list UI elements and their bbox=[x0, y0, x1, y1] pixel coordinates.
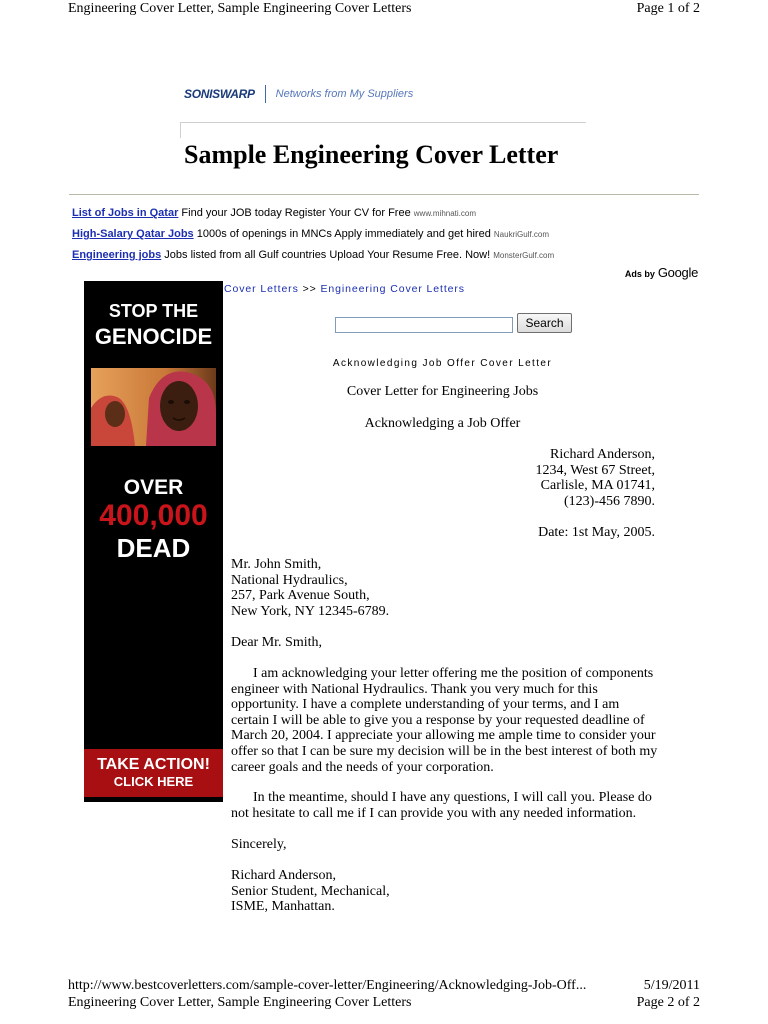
title-rule bbox=[69, 194, 699, 195]
banner-line-stop-the: STOP THE bbox=[108, 301, 199, 321]
logo-divider bbox=[265, 85, 266, 103]
ad-description: Find your JOB today Register Your CV for Free bbox=[181, 207, 411, 219]
banner-photo bbox=[91, 368, 216, 446]
ad-row-engineering-jobs bbox=[72, 248, 554, 263]
letter-subtitle: Acknowledging Job Offer Cover Letter bbox=[332, 358, 553, 369]
google-wordmark: Google bbox=[657, 265, 698, 280]
paragraph-line: In the meantime, should I have any questions, I will call you. Please do bbox=[253, 790, 652, 805]
print-footer-url: http://www.bestcoverletters.com/sample-cover-letter/Engineering/Acknowledging-Job-Off... bbox=[68, 978, 587, 993]
logo-tagline: Networks from My Suppliers bbox=[275, 88, 414, 100]
ad-domain: MonsterGulf.com bbox=[493, 251, 555, 260]
site-logo[interactable] bbox=[184, 84, 413, 104]
banner-line-over: OVER bbox=[123, 476, 184, 499]
signature-block bbox=[231, 868, 661, 915]
paragraph-line: offer so that I can be sure my decision will be in the best interest of both my bbox=[231, 743, 658, 759]
breadcrumb-cover-letters[interactable]: Cover Letters bbox=[224, 283, 299, 295]
salutation: Dear Mr. Smith, bbox=[231, 635, 322, 650]
take-action-button[interactable] bbox=[84, 749, 223, 797]
recipient-street: 257, Park Avenue South, bbox=[231, 588, 370, 604]
breadcrumb-engineering-cover-letters[interactable]: Engineering Cover Letters bbox=[320, 283, 465, 295]
recipient-company: National Hydraulics, bbox=[231, 572, 348, 588]
header-divider-tick bbox=[180, 122, 181, 138]
recipient-city: New York, NY 12345-6789. bbox=[231, 603, 390, 619]
letter-heading: Cover Letter for Engineering Jobs bbox=[346, 384, 539, 399]
letter-date: Date: 1st May, 2005. bbox=[538, 525, 655, 540]
recipient-name: Mr. John Smith, bbox=[231, 557, 322, 572]
page-title: Sample Engineering Cover Letter bbox=[184, 140, 559, 169]
ad-description: 1000s of openings in MNCs Apply immediately and get hired bbox=[196, 228, 491, 240]
print-footer-date: 5/19/2011 bbox=[643, 978, 700, 993]
ads-by-label: Ads by bbox=[624, 269, 655, 279]
ad-row-high-salary-jobs bbox=[72, 227, 549, 242]
sender-city: Carlisle, MA 01741, bbox=[540, 478, 655, 494]
sender-name: Richard Anderson, bbox=[550, 447, 655, 462]
paragraph-line: March 20, 2004. I appreciate your allowing me ample time to consider your bbox=[231, 728, 656, 744]
sender-address bbox=[440, 447, 655, 509]
print-footer-title: Engineering Cover Letter, Sample Engineering Cover Letters bbox=[68, 995, 412, 1010]
ad-row-qatar-jobs bbox=[72, 206, 476, 221]
letter-subheading: Acknowledging a Job Offer bbox=[364, 416, 521, 431]
ad-description: Jobs listed from all Gulf countries Upload Your Resume Free. Now! bbox=[164, 249, 491, 261]
banner-line-genocide: GENOCIDE bbox=[94, 324, 213, 349]
recipient-address bbox=[231, 557, 661, 619]
paragraph-line: career goals and the needs of your corporation. bbox=[231, 759, 494, 775]
body-paragraph-1 bbox=[231, 666, 661, 775]
banner-line-dead: DEAD bbox=[116, 533, 191, 563]
sender-phone: (123)-456 7890. bbox=[564, 493, 655, 509]
print-header-title: Engineering Cover Letter, Sample Engineering Cover Letters bbox=[68, 1, 412, 16]
ad-domain: NaukriGulf.com bbox=[493, 230, 550, 239]
banner-cta-label: TAKE ACTION! bbox=[97, 756, 210, 773]
header-divider bbox=[181, 122, 586, 123]
genocide-banner-ad[interactable] bbox=[84, 281, 223, 802]
search-input[interactable] bbox=[335, 317, 513, 333]
search-button[interactable]: Search bbox=[517, 313, 572, 333]
signature-title: Senior Student, Mechanical, bbox=[231, 883, 390, 899]
signature-name: Richard Anderson, bbox=[231, 868, 336, 883]
print-header-page-number: Page 1 of 2 bbox=[636, 1, 700, 16]
paragraph-line: engineer with National Hydraulics. Thank you very much for this bbox=[231, 681, 598, 697]
body-paragraph-2 bbox=[231, 790, 661, 821]
closing: Sincerely, bbox=[231, 837, 287, 852]
ads-by-google[interactable] bbox=[625, 265, 698, 280]
ad-link-qatar-jobs[interactable]: List of Jobs in Qatar bbox=[72, 207, 179, 219]
logo-wordmark: SONISWARP bbox=[184, 87, 255, 101]
banner-cta-sublabel: CLICK HERE bbox=[113, 774, 194, 789]
paragraph-line: I am acknowledging your letter offering me the position of components bbox=[253, 666, 654, 681]
signature-institution: ISME, Manhattan. bbox=[231, 899, 335, 915]
sender-street: 1234, West 67 Street, bbox=[535, 462, 655, 478]
breadcrumb bbox=[224, 283, 465, 295]
print-footer-page-number: Page 2 of 2 bbox=[636, 995, 700, 1010]
ad-link-high-salary-jobs[interactable]: High-Salary Qatar Jobs bbox=[72, 228, 194, 240]
ad-link-engineering-jobs[interactable]: Engineering jobs bbox=[72, 249, 162, 261]
paragraph-line: certain I will be able to give you a response by your requested deadline of bbox=[231, 712, 645, 728]
ad-domain: www.mihnati.com bbox=[413, 209, 477, 218]
paragraph-line: opportunity. I have a complete understanding of your terms, and I am bbox=[231, 697, 620, 713]
banner-line-death-count: 400,000 bbox=[99, 499, 208, 532]
breadcrumb-separator: >> bbox=[302, 283, 317, 295]
paragraph-line: not hesitate to call me if I can provide you with any needed information. bbox=[231, 805, 637, 821]
